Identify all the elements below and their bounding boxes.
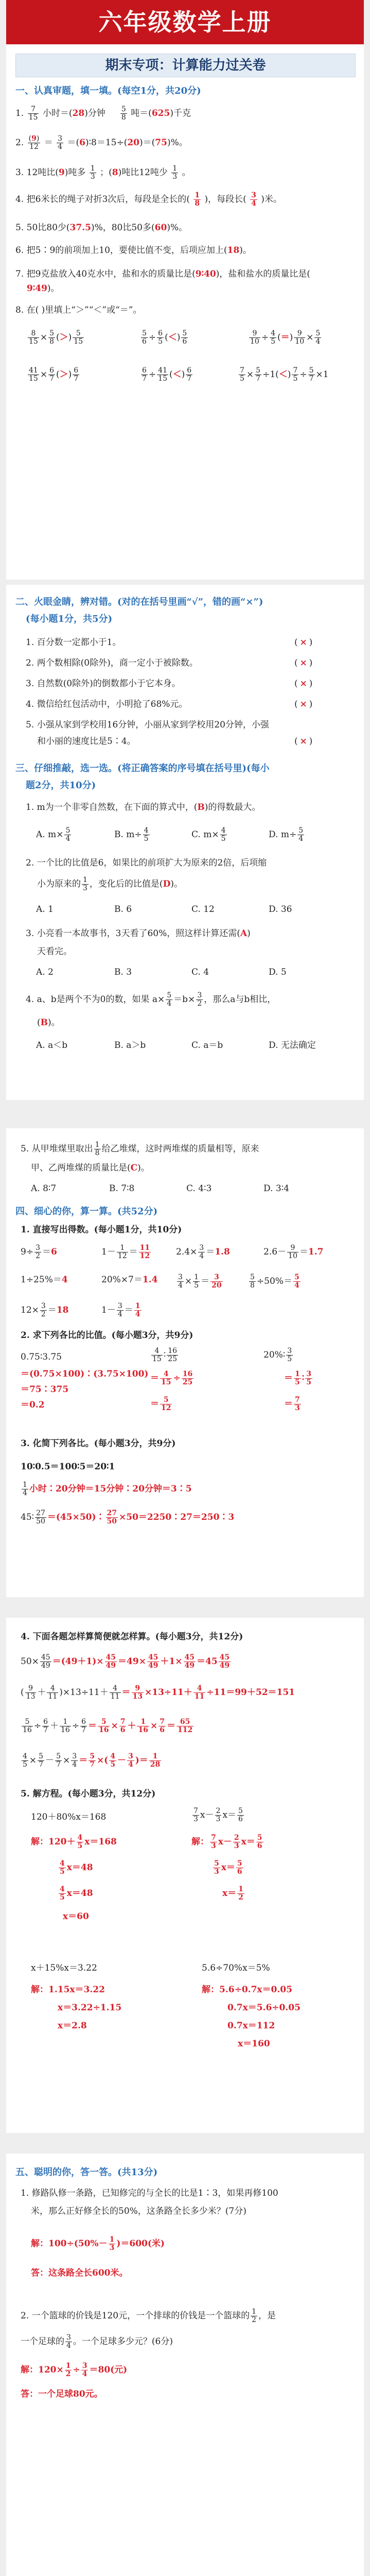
simplify-calc: $\frac{5}{16}$ ÷ $\frac{6}{7}$ ＋ $\frac{1}{16}$ ÷ $\frac{6}{7}$ ＝ $\frac{5}{16}$ × $\frac{7}{6}$ ＋ $\frac{1}{16}$ × $\frac{7}{6}$ ＝ $\frac{65}{112}$ bbox=[23, 1718, 193, 1734]
equation-step: $\frac{5}{3}$ x＝ $\frac{5}{6}$ bbox=[214, 1859, 242, 1876]
question-line: 8. 在( )里填上“＞”“＜”或“＝”。 bbox=[15, 305, 142, 315]
answer: 625 bbox=[151, 108, 170, 118]
choice-option: C. 12 bbox=[191, 904, 215, 914]
equation-step: 0.7x＝5.6÷0.05 bbox=[227, 2003, 301, 2013]
calc-item: 1－ $\frac{1}{12}$ ＝ $\frac{11}{12}$ bbox=[101, 1244, 150, 1260]
page-2 bbox=[6, 585, 364, 1100]
compare-item: $\frac{9}{10}$ ÷ $\frac{4}{5}$ (＝) $\frac{9}{10}$ × $\frac{5}{4}$ bbox=[250, 329, 321, 346]
choice-question: 3. 小亮看一本故事书，3天看了60%，照这样计算还需(A) bbox=[26, 928, 251, 939]
choice-option: C. m× $\frac{4}{5}$ bbox=[191, 826, 226, 843]
compare-item: $\frac{6}{7}$ ÷ $\frac{41}{15}$ (＜) $\frac{6}{7}$ bbox=[142, 366, 192, 383]
ratio-expression: $\frac{4}{15}$ ∶ $\frac{16}{25}$ bbox=[152, 1347, 178, 1363]
choice-question: 4. a、b是两个不为0的数，如果 a× $\frac{5}{4}$ ＝b× $\frac{3}{2}$ ，那么a与b相比， bbox=[26, 991, 276, 1008]
page-1 bbox=[6, 0, 364, 580]
solution-step: 解：100÷(50%－ $\frac{1}{3}$ )＝600(米) bbox=[31, 2235, 165, 2252]
compare-item: $\frac{41}{15}$ × $\frac{6}{7}$ (＞) $\frac{6}{7}$ bbox=[29, 366, 79, 383]
question-line: 6. 把5∶9的前项加上10，要使比值不变，后项应加上(18)。 bbox=[15, 245, 252, 256]
question-line: 9∶49)。 bbox=[27, 283, 60, 294]
subtitle-bar: 期末专项：计算能力过关卷 bbox=[15, 54, 356, 77]
section-heading: 五、聪明的你，答一答。(共13分) bbox=[15, 2167, 158, 2178]
calc-item: 9÷ $\frac{3}{2}$ ＝6 bbox=[21, 1244, 57, 1260]
choice-option: D. 5 bbox=[269, 967, 287, 977]
judge-mark: ( × ) bbox=[294, 658, 313, 668]
simplify-calc: ( $\frac{9}{13}$ ＋ $\frac{4}{11}$ )×13÷11＋ $\frac{4}{11}$ ＝ $\frac{9}{13}$ ×13÷11＋ $\frac{4}{11}$ ÷11＝99＋52＝151 bbox=[21, 1684, 295, 1701]
judge-mark: ( × ) bbox=[294, 679, 313, 689]
choice-option: C. 4 bbox=[191, 967, 209, 977]
compare-item: $\frac{7}{5}$ × $\frac{5}{7}$ ÷1(＜) $\frac{7}{5}$ ÷ $\frac{5}{7}$ ×1 bbox=[240, 366, 329, 383]
ratio-step: ＝ $\frac{5}{12}$ bbox=[150, 1396, 171, 1412]
subsection-heading: 3. 化简下列各比。(每小题3分，共9分) bbox=[21, 1438, 176, 1449]
simplify-calc: $\frac{4}{5}$ × $\frac{5}{7}$ － $\frac{5}{7}$ × $\frac{3}{4}$ ＝ $\frac{5}{7}$ ×( $\frac{4}{5}$ － $\frac{3}{4}$ )＝ $\frac{1}{28}$ bbox=[23, 1752, 161, 1769]
calc-item: $\frac{3}{4}$ × $\frac{1}{5}$ ＝ $\frac{3}{20}$ bbox=[178, 1273, 222, 1290]
question-line: 2. $\frac{(9)}{12}$ ＝ $\frac{3}{4}$ ＝(6)∶8＝15÷(20)＝(75)%。 bbox=[15, 134, 188, 151]
subsection-heading: 5. 解方程。(每小题3分，共12分) bbox=[21, 1789, 156, 1799]
fraction: $\frac{5}{8}$ bbox=[121, 105, 126, 122]
judge-item: 4. 微信给红包活动中，小明抢了68%元。 bbox=[26, 699, 188, 709]
answer-line: 答：这条路全长600米。 bbox=[31, 2268, 128, 2278]
question-line: 7. 把9克盐放入40克水中，盐和水的质量比是(9∶40)，盐和盐水的质量比是( bbox=[15, 269, 310, 279]
subsection-heading: 2. 求下列各比的比值。(每小题3分，共9分) bbox=[21, 1330, 193, 1341]
equation-step: 解：120＋ $\frac{4}{5}$ x＝168 bbox=[31, 1834, 117, 1850]
equation-step: x＝160 bbox=[238, 2039, 270, 2049]
calc-item: 20%×7＝1.4 bbox=[101, 1275, 158, 1285]
equation-step: 解：1.15x＝3.22 bbox=[31, 1985, 105, 1995]
answer: 28 bbox=[72, 108, 85, 118]
choice-option: B. m÷ $\frac{4}{5}$ bbox=[114, 826, 149, 843]
choice-question: 1. m为一个非零自然数，在下面的算式中，(B)的得数最大。 bbox=[26, 802, 261, 812]
simplify-line: 45∶ $\frac{27}{50}$ ＝(45×50)∶ $\frac{27}{50}$ ×50＝2250∶27＝250∶3 bbox=[21, 1509, 235, 1526]
choice-question: 2. 一个比的比值是6，如果比的前项扩大为原来的2倍，后项缩 bbox=[26, 858, 267, 868]
answer-line: 答：一个足球80元。 bbox=[21, 2389, 103, 2399]
subsection-heading: 4. 下面各题怎样算简便就怎样算。(每小题3分，共12分) bbox=[21, 1632, 243, 1642]
section-heading: 四、细心的你，算一算。(共52分) bbox=[15, 1206, 158, 1217]
fraction: $\frac{3}{4}$ bbox=[58, 134, 63, 151]
ratio-step: ＝ $\frac{1}{5}$ ∶ $\frac{3}{5}$ bbox=[284, 1370, 311, 1386]
judge-mark: ( × ) bbox=[294, 637, 313, 648]
equation: 5.6÷70%x＝5% bbox=[202, 1963, 270, 1973]
page-4 bbox=[6, 1618, 364, 2133]
solution-step: 解：120× $\frac{1}{2}$ ÷ $\frac{3}{4}$ ＝80(元) bbox=[21, 2362, 128, 2378]
choice-option: C. 4∶3 bbox=[186, 1183, 212, 1194]
choice-question: 5. 从甲堆煤里取出 $\frac{1}{8}$ 给乙堆煤，这时两堆煤的质量相等，原来 bbox=[21, 1141, 259, 1157]
compare-item: $\frac{5}{6}$ ÷ $\frac{6}{5}$ (＜) $\frac{5}{6}$ bbox=[142, 329, 187, 346]
choice-option: A. m× $\frac{5}{4}$ bbox=[36, 826, 71, 843]
ratio-step: ＝0.2 bbox=[21, 1400, 45, 1410]
question-line: 5. 50比80少(37.5)%，80比50多(60)%。 bbox=[15, 223, 188, 233]
compare-item: $\frac{8}{15}$ × $\frac{5}{8}$ (＞) $\frac{5}{15}$ bbox=[29, 329, 83, 346]
equation-step: 0.7x＝112 bbox=[227, 2021, 275, 2031]
equation: $\frac{7}{3}$ x－ $\frac{2}{3}$ x＝ $\frac{5}{6}$ bbox=[193, 1807, 243, 1823]
equation-step: $\frac{4}{5}$ x＝48 bbox=[60, 1859, 93, 1876]
title-banner: 六年级数学上册 bbox=[6, 0, 364, 44]
simplify-calc: 50× $\frac{45}{49}$ ＝(49＋1)× $\frac{45}{49}$ ＝49× $\frac{45}{49}$ ＋1× $\frac{45}{49}$ ＝45 $\frac{45}{49}$ bbox=[21, 1653, 230, 1670]
calc-item: 12× $\frac{3}{2}$ ＝18 bbox=[21, 1302, 69, 1318]
question-line: 1. $\frac{7}{15}$ 小时＝(28)分钟 $\frac{5}{8}$ 吨＝(625)千克 bbox=[15, 105, 191, 122]
calc-item: 2.6－ $\frac{9}{10}$ ＝1.7 bbox=[263, 1244, 324, 1260]
choice-question: (B)。 bbox=[37, 1018, 60, 1028]
judge-mark: ( × ) bbox=[294, 736, 313, 747]
choice-option: B. a＞b bbox=[114, 1040, 146, 1050]
choice-option: D. 3∶4 bbox=[263, 1183, 289, 1194]
calc-item: 2.4× $\frac{3}{4}$ ＝1.8 bbox=[176, 1244, 230, 1260]
section-subheading: (每小题1分，共5分) bbox=[26, 614, 113, 624]
choice-option: B. 6 bbox=[114, 904, 132, 914]
word-problem: 2. 一个篮球的价钱是120元，一个排球的价钱是一个篮球的 $\frac{1}{2}$ ，是 bbox=[21, 2308, 276, 2324]
ratio-step: ＝ $\frac{7}{3}$ bbox=[284, 1396, 300, 1412]
calc-item: 1÷25%＝4 bbox=[21, 1275, 68, 1285]
choice-option: B. 7∶8 bbox=[109, 1183, 135, 1194]
calc-item: $\frac{5}{8}$ ÷50%＝ $\frac{5}{4}$ bbox=[250, 1273, 299, 1290]
fraction-answer: $\frac{1}{8}$ bbox=[195, 191, 200, 208]
subsection-heading: 1. 直接写出得数。(每小题1分，共10分) bbox=[21, 1225, 182, 1235]
judge-item: 2. 两个数相除(0除外)，商一定小于被除数。 bbox=[26, 658, 198, 668]
ratio-step: ＝ $\frac{4}{15}$ ÷ $\frac{16}{25}$ bbox=[150, 1370, 193, 1386]
simplify-line: 10∶0.5＝100∶5＝20∶1 bbox=[21, 1462, 115, 1472]
calc-item: 1－ $\frac{3}{4}$ ＝ $\frac{1}{4}$ bbox=[101, 1302, 140, 1318]
page-3 bbox=[6, 1128, 364, 1597]
choice-option: A. 8∶7 bbox=[31, 1183, 57, 1194]
fraction: $\frac{1}{3}$ bbox=[172, 164, 178, 181]
equation: x＋15%x＝3.22 bbox=[31, 1963, 97, 1973]
equation-step: 解：5.6÷0.7x＝0.05 bbox=[202, 1985, 292, 1995]
page-5 bbox=[6, 2154, 364, 2576]
ratio-expression: 20%∶ $\frac{3}{5}$ bbox=[263, 1347, 292, 1363]
fraction: $\frac{7}{15}$ bbox=[28, 105, 38, 122]
section-heading: 三、仔细推敲，选一选。(将正确答案的序号填在括号里)(每小 bbox=[15, 763, 270, 774]
judge-item: 5. 小强从家到学校用16分钟，小丽从家到学校用20分钟，小强 bbox=[26, 720, 269, 730]
choice-option: C. a＝b bbox=[191, 1040, 223, 1050]
choice-question: 天看完。 bbox=[37, 946, 72, 957]
section-heading: 一、认真审题，填一填。(每空1分，共20分) bbox=[15, 86, 201, 96]
fraction: $\frac{1}{3}$ bbox=[90, 164, 95, 181]
judge-mark: ( × ) bbox=[294, 699, 313, 709]
ratio-expression: 0.75∶3.75 bbox=[21, 1352, 62, 1362]
choice-option: B. 3 bbox=[114, 967, 132, 977]
section-subheading: 题2分，共10分) bbox=[26, 780, 96, 791]
ratio-step: ＝(0.75×100)∶(3.75×100) bbox=[21, 1369, 149, 1379]
choice-option: A. a＜b bbox=[36, 1040, 68, 1050]
choice-question: 甲、乙两堆煤的质量比是(C)。 bbox=[31, 1163, 150, 1173]
fraction-answer: $\frac{3}{4}$ bbox=[251, 191, 256, 208]
section-heading: 二、火眼金睛，辨对错。(对的在括号里画“√”，错的画“×”) bbox=[15, 597, 263, 607]
ratio-step: ＝75∶375 bbox=[21, 1384, 69, 1395]
choice-question: 小为原来的 $\frac{1}{3}$ ，变化后的比值是(D)。 bbox=[37, 876, 183, 892]
equation: 120＋80%x＝168 bbox=[31, 1812, 107, 1822]
simplify-line: $\frac{1}{4}$ 小时∶20分钟＝15分钟∶20分钟＝3∶5 bbox=[23, 1481, 192, 1497]
equation-step: x＝2.8 bbox=[58, 2021, 87, 2031]
choice-option: D. 无法确定 bbox=[269, 1040, 316, 1050]
equation-step: $\frac{4}{5}$ x＝48 bbox=[60, 1885, 93, 1902]
word-problem: 一个足球的 $\frac{3}{4}$ 。一个足球多少元？(6分) bbox=[21, 2333, 173, 2350]
question-line: 4. 把6米长的绳子对折3次后，每段是全长的( $\frac{1}{8}$ )，每段长( $\frac{3}{4}$ )米。 bbox=[15, 191, 282, 208]
word-problem: 米，那么正好修全长的50%，这条路全长多少米？(7分) bbox=[31, 2206, 246, 2216]
judge-item: 1. 百分数一定都小于1。 bbox=[26, 637, 121, 648]
question-line: 3. 12吨比(9)吨多 $\frac{1}{3}$ ；(8)吨比12吨少 $\frac{1}{3}$ 。 bbox=[15, 164, 191, 181]
question-number: 1. bbox=[15, 108, 24, 118]
equation-step: x＝ $\frac{1}{2}$ bbox=[222, 1885, 243, 1902]
judge-item: 3. 自然数(0除外)的倒数都小于它本身。 bbox=[26, 679, 181, 689]
equation-step: x＝60 bbox=[63, 1911, 89, 1922]
choice-option: D. 36 bbox=[269, 904, 292, 914]
choice-option: A. 2 bbox=[36, 967, 54, 977]
choice-option: D. m÷ $\frac{5}{4}$ bbox=[269, 826, 304, 843]
judge-item: 和小丽的速度比是5∶4。 bbox=[37, 736, 136, 747]
choice-option: A. 1 bbox=[36, 904, 54, 914]
word-problem: 1. 修路队修一条路，已知修完的与全长的比是1∶3，如果再修100 bbox=[21, 2188, 278, 2198]
fraction: $\frac{(9)}{12}$ bbox=[28, 134, 40, 151]
equation-step: 解： $\frac{7}{3}$ x－ $\frac{2}{3}$ x＝ $\frac{5}{6}$ bbox=[191, 1834, 262, 1850]
equation-step: x＝3.22÷1.15 bbox=[58, 2003, 122, 2013]
